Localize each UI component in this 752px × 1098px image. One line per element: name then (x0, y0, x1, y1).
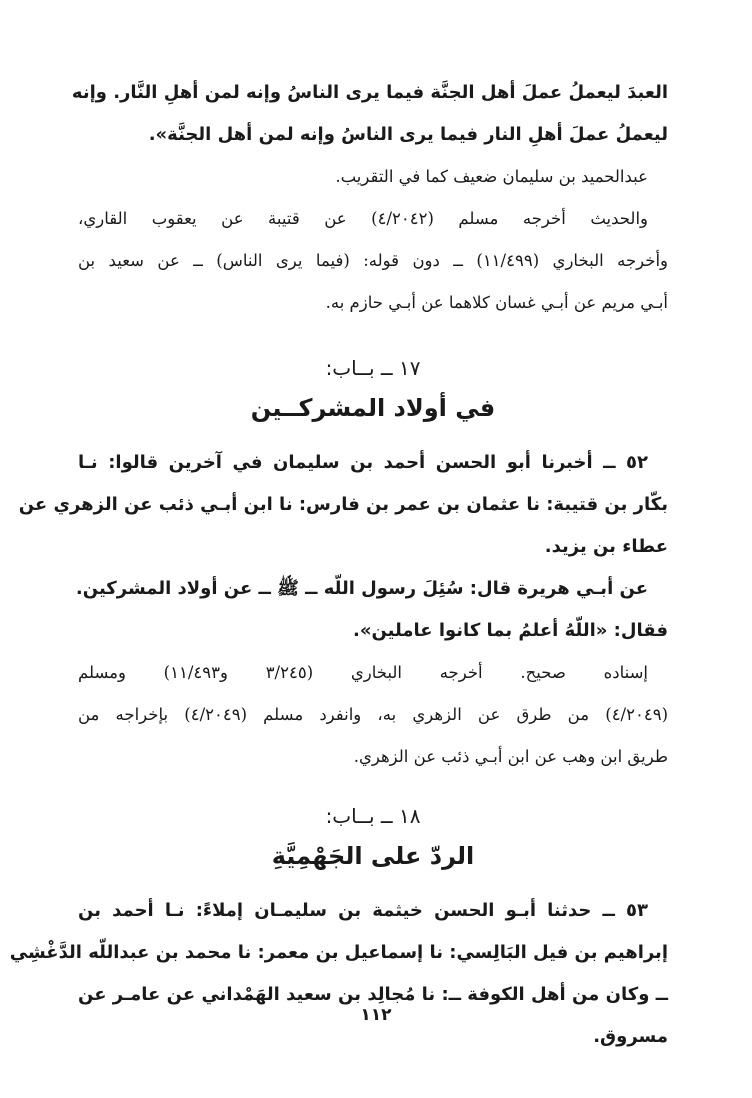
text-line: إبراهيم بن فيل البَالِسي: نا إسماعيل بن معمر: نا محمد بن عبداللّه الدَّغْشِي (9, 942, 668, 963)
paragraph-hadith-52-isnad (18, 442, 668, 568)
paragraph-takhrij-2 (78, 652, 668, 778)
text-line: فقال: «اللّهُ أعلمُ بما كانوا عاملين». (353, 620, 668, 641)
page-body (9, 72, 668, 1058)
text-line: (٤/٢٠٤٩) من طرق عن الزهري به، وانفرد مسلم (٤/٢٠٤٩) بإخراجه من (78, 705, 668, 724)
text-line: عطاء بن يزيد. (544, 536, 668, 557)
text-line: عبدالحميد بن سليمان ضعيف كما في التقريب. (335, 167, 648, 186)
text-line: طريق ابن وهب عن ابن أبـي ذئب عن الزهري. (353, 747, 668, 766)
section-heading-18 (78, 798, 668, 878)
section-number: ١٨ ــ بــاب: (325, 804, 421, 828)
section-title: الردّ على الجَهْمِيَّةِ (271, 842, 475, 870)
text-line: ٥٣ ــ حدثنا أبـو الحسن خيثمة بن سليمـان إملاءً: نـا أحمد بن (78, 900, 648, 921)
text-line: والحديث أخرجه مسلم (٤/٢٠٤٢) عن قتيبة عن يعقوب القاري، (78, 209, 649, 228)
page-number: ١١٢ (360, 1005, 392, 1025)
text-line: العبدَ ليعملُ عملَ أهل الجنَّة فيما يرى الناسُ وإنه لمن أهلِ النَّار. وإنه (71, 82, 668, 103)
section-number: ١٧ ــ بــاب: (325, 356, 421, 380)
paragraph-hadith-52-matn (75, 568, 668, 652)
paragraph-hadith-end (71, 72, 668, 156)
text-line: إسناده صحيح. أخرجه البخاري (٣/٢٤٥ و١١/٤٩٣) ومسلم (78, 663, 649, 682)
text-line: ــ وكان من أهل الكوفة ــ: نا مُجالِد بن سعيد الهَمْداني عن عامـر عن (78, 984, 668, 1005)
paragraph-takhrij-1 (78, 198, 668, 324)
text-line: مسروق. (593, 1026, 668, 1047)
section-heading-17 (78, 350, 668, 430)
text-line: ليعملُ عملَ أهلِ النار فيما يرى الناسُ وإنه لمن أهل الجنَّة». (148, 124, 668, 145)
text-line: أبـي مريم عن أبـي غسان كلاهما عن أبـي حازم به. (325, 293, 668, 312)
paragraph-hadith-53-isnad (9, 890, 668, 1058)
text-line: ٥٢ ــ أخبرنا أبو الحسن أحمد بن سليمان في آخرين قالوا: نـا (78, 452, 648, 473)
section-title: في أولاد المشركــين (250, 394, 496, 422)
text-line: عن أبـي هريرة قال: سُئِلَ رسول اللّه ــ ﷺ ــ عن أولاد المشركين. (75, 578, 648, 599)
text-line: وأخرجه البخاري (١١/٤٩٩) ــ دون قوله: (فيما يرى الناس) ــ عن سعيد بن (78, 251, 668, 270)
paragraph-narrator-note (78, 156, 668, 198)
text-line: بكّار بن قتيبة: نا عثمان بن عمر بن فارس: نا ابن أبـي ذئب عن الزهري عن (18, 494, 668, 515)
